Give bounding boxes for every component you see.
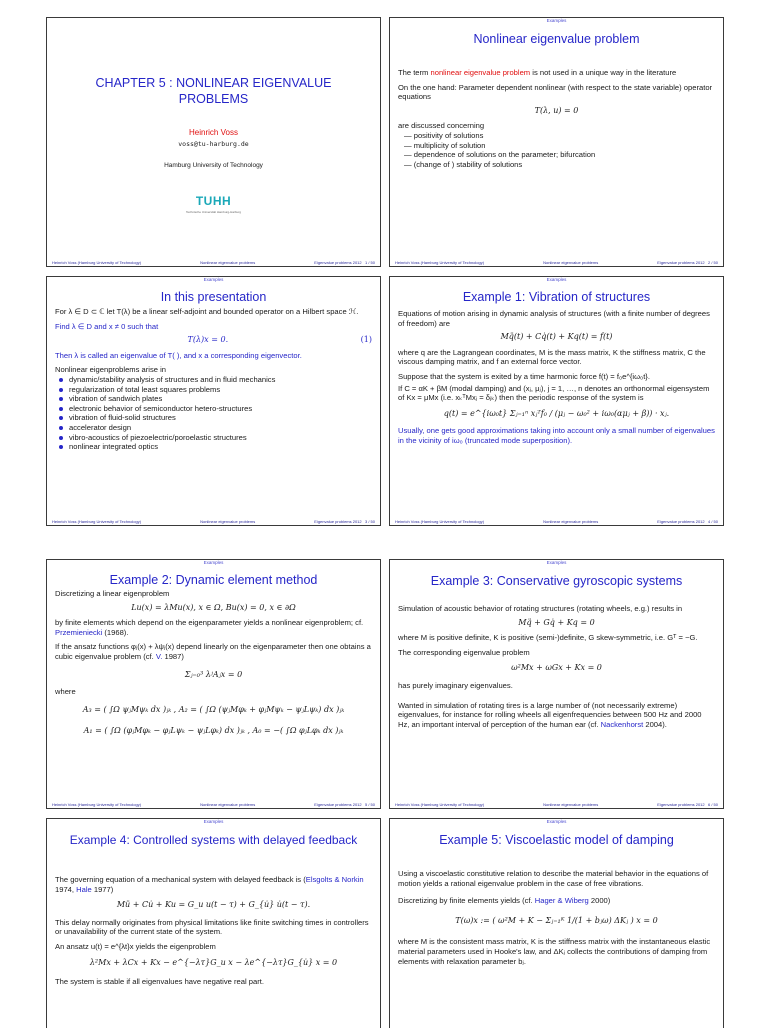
bullet-list: [57, 375, 372, 452]
equation: Mq̈(t) + Cq̇(t) + Kq(t) = f(t): [500, 332, 613, 342]
paragraph: Discretizing by finite elements yields (cf. Hager & Wiberg 2000): [398, 896, 611, 906]
paragraph: where q are the Lagrangean coordinates, M is the mass matrix, K the stiffness matrix, C the viscous damping matrix, and f an external force vector.: [398, 347, 706, 367]
paragraph: An ansatz u(t) = e^{λt}x yields the eigenproblem: [55, 941, 216, 951]
equation: Σⱼ₌₀³ λʲAⱼx = 0: [184, 669, 243, 679]
list-item: electronic behavior of semiconductor hetero-structures: [57, 404, 372, 414]
slide-body: [55, 307, 372, 452]
section-tag: Examples: [203, 560, 224, 565]
paragraph: If the ansatz functions φⱼ(x) + λψⱼ(x) depend linearly on the eigenparameter then one obtains a cubic eigenvalue problem (cf. V. 1987): [55, 642, 371, 661]
list-item: — (change of ) stability of solutions: [398, 160, 715, 170]
equation: A₁ = ( ∫Ω (φⱼMφₖ − φⱼLψₖ − ψⱼLφₖ) dx )ⱼₖ , A₀ = −( ∫Ω φⱼLφₖ dx )ⱼₖ: [83, 726, 344, 736]
tuhh-logo-subtitle: Technische Universität Hamburg-Harburg: [185, 210, 242, 214]
slide-body: [55, 589, 372, 739]
slide-title: Example 3: Conservative gyroscopic systems: [430, 574, 683, 588]
paragraph: The corresponding eigenvalue problem: [398, 647, 530, 657]
equation: T(λ)x = 0. (1): [187, 335, 372, 345]
paragraph: Suppose that the system is exited by a time harmonic force f(t) = f₀e^{iω₀t}.: [398, 371, 650, 381]
list-item: vibration of sandwich plates: [57, 394, 372, 404]
paragraph: The system is stable if all eigenvalues have negative real part.: [55, 977, 264, 987]
list-item: regularization of total least squares problems: [57, 385, 372, 395]
equation: ω²Mx + ωGx + Kx = 0: [511, 663, 602, 673]
paragraph: where: [55, 687, 76, 697]
slide-body: [398, 604, 715, 734]
paragraph: Equations of motion arising in dynamic analysis of structures (with a finite number of degrees of freedom) are: [398, 309, 710, 328]
slide-example-3: [389, 559, 724, 809]
paragraph: This delay normally originates from physical limitations like finite switching times in controllers or unavailability of the current state of the system.: [55, 917, 369, 937]
equation: Mü + Cu̇ + Ku = G_u u(t − τ) + G_{u̇} u̇(t − τ).: [116, 900, 311, 910]
list-item: — dependence of solutions on the parameter; bifurcation: [398, 150, 715, 160]
author-email: voss@tu-harburg.de: [178, 140, 249, 148]
slide-in-this-presentation: [46, 276, 381, 526]
list-item: — multiplicity of solution: [398, 141, 715, 151]
equation: Mq̈ + Gq̇ + Kq = 0: [518, 617, 595, 627]
slide-footer: Heinrich Voss (Hamburg University of Technology) Nonlinear eigenvalue problems Eigenvalue problems 2012 2 / 50: [395, 260, 718, 265]
footer-course-page: Eigenvalue problems 2012 1 / 50: [314, 260, 375, 265]
slide-footer: Heinrich Voss (Hamburg University of Technology) Nonlinear eigenvalue problems Eigenvalue problems 2012 4 / 50: [395, 519, 718, 524]
list-item: dynamic/stability analysis of structures and in fluid mechanics: [57, 375, 372, 385]
slide-title: Example 2: Dynamic element method: [109, 573, 318, 587]
equation: q(t) = e^{iω₀t} Σⱼ₌₁ⁿ xⱼᵀf₀ / (μⱼ − ω₀² + iω₀(αμⱼ + β)) · xⱼ.: [443, 408, 670, 418]
list-item: accelerator design: [57, 423, 372, 433]
list-item: vibro-acoustics of piezoelectric/poroelastic structures: [57, 433, 372, 443]
paragraph: by finite elements which depend on the eigenparameter yields a nonlinear eigenproblem; cf. Przemieniecki (1968).: [55, 618, 364, 637]
slide-example-4: [46, 818, 381, 1028]
institution: Hamburg University of Technology: [164, 162, 263, 169]
slide-footer: [47, 259, 380, 266]
paragraph: Simulation of acoustic behavior of rotating structures (rotating wheels, e.g.) results in: [398, 604, 683, 613]
dash-list: [398, 131, 715, 169]
paragraph: Usually, one gets good approximations taking into account only a small number of eigenvalues in the vicinity of iω₀ (truncated mode superposition).: [398, 426, 715, 445]
section-tag: Examples: [203, 277, 224, 282]
paragraph: where M is positive definite, K is positive (semi-)definite, G skew-symmetric, i.e. Gᵀ = −G.: [398, 633, 698, 643]
section-tag: Examples: [203, 819, 224, 824]
slide-body: [398, 68, 715, 169]
slide-title: Example 1: Vibration of structures: [462, 290, 651, 304]
paragraph: are discussed concerning: [398, 121, 485, 131]
section-tag: Examples: [546, 277, 567, 282]
paragraph: The term nonlinear eigenvalue problem is not used in a unique way in the literature: [398, 68, 677, 77]
slide-footer: Heinrich Voss (Hamburg University of Technology) Nonlinear eigenvalue problems Eigenvalue problems 2012 5 / 50: [52, 802, 375, 807]
slide-title-page: [46, 17, 381, 267]
paragraph: where M is the consistent mass matrix, K is the stiffness matrix with the instantaneous elastic material parameters used in Hooke's law, and ΔKⱼ collects the contributions of damping from elements with relaxation parameter bⱼ.: [398, 937, 711, 966]
paragraph: If C = αK + βM (modal damping) and (xⱼ, μⱼ), j = 1, …, n denotes an orthonormal eigensystem of Kx = μMx (i.e. xₖᵀMxⱼ = δⱼₖ) then the periodic response of the system is: [398, 383, 710, 403]
slide-title: Nonlinear eigenvalue problem: [473, 32, 640, 46]
equation: λ²Mx + λCx + Kx − e^{−λτ}G_u x − λe^{−λτ}G_{u̇} x = 0: [89, 957, 338, 967]
slide-title: In this presentation: [160, 290, 267, 304]
slide-nonlinear-eigenvalue-problem: [389, 17, 724, 267]
paragraph: Discretizing a linear eigenproblem: [55, 589, 170, 598]
slide-body: [398, 309, 715, 451]
paragraph: Wanted in simulation of rotating tires is a large number of (not necessarily extreme) eigenvalues, for instance for rolling wheels all eigenfrequencies between 500 Hz and 2000 Hz, an important interval of perception of the human ear (cf. Nackenhorst 2004).: [398, 700, 702, 729]
paragraph: The governing equation of a mechanical system with delayed feedback is (Elsgolts & Norkin 1974, Hale 1977): [55, 875, 364, 894]
equation: T(ω)x := ( ω²M + K − Σⱼ₌₁ᴷ 1/(1 + bⱼω) ΔKⱼ ) x = 0: [455, 915, 658, 925]
slide-title: Example 5: Viscoelastic model of damping: [439, 833, 674, 847]
author-name: Heinrich Voss: [189, 128, 238, 137]
section-tag: Examples: [546, 560, 567, 565]
slide-body: [398, 869, 715, 971]
section-tag: Examples: [546, 18, 567, 23]
slide-footer: Heinrich Voss (Hamburg University of Technology) Nonlinear eigenvalue problems Eigenvalue problems 2012 6 / 50: [395, 802, 718, 807]
slide-example-2: [46, 559, 381, 809]
paragraph: has purely imaginary eigenvalues.: [398, 680, 513, 690]
footer-topic: Nonlinear eigenvalue problems: [200, 260, 256, 265]
slide-body: [55, 875, 372, 992]
equation: T(λ, u) = 0: [534, 105, 579, 115]
paragraph: For λ ∈ D ⊂ ℂ let T(λ) be a linear self-adjoint and bounded operator on a Hilbert space ℋ.: [55, 307, 359, 316]
chapter-title: CHAPTER 5 : NONLINEAR EIGENVALUE PROBLEMS: [95, 76, 332, 106]
paragraph: On the one hand: Parameter dependent nonlinear (with respect to the state variable) operator equations: [398, 82, 713, 102]
equation: Lu(x) = λMu(x), x ∈ Ω, Bu(x) = 0, x ∈ ∂Ω: [131, 602, 296, 612]
paragraph: Find λ ∈ D and x ≠ 0 such that: [55, 321, 159, 331]
paragraph: Nonlinear eigenproblems arise in: [55, 365, 167, 375]
paragraph: Then λ is called an eigenvalue of T( ), and x a corresponding eigenvector.: [55, 350, 302, 360]
list-item: — positivity of solutions: [398, 131, 715, 141]
list-item: vibration of fluid-solid structures: [57, 413, 372, 423]
slide-title: Example 4: Controlled systems with delayed feedback: [69, 833, 358, 847]
slide-example-1: [389, 276, 724, 526]
equation: A₃ = ( ∫Ω ψⱼMψₖ dx )ⱼₖ , A₂ = ( ∫Ω (ψⱼMφₖ + φⱼMψₖ − ψⱼLψₖ) dx )ⱼₖ: [82, 704, 345, 714]
list-item: nonlinear integrated optics: [57, 442, 372, 452]
tuhh-logo: TUHH: [195, 194, 232, 208]
slide-footer: Heinrich Voss (Hamburg University of Technology) Nonlinear eigenvalue problems Eigenvalue problems 2012 3 / 50: [52, 519, 375, 524]
slide-example-5: [389, 818, 724, 1028]
paragraph: Using a viscoelastic constitutive relation to describe the material behavior in the equations of motion yields a rational eigenvalue problem in the case of free vibrations.: [398, 869, 709, 888]
footer-author: Heinrich Voss (Hamburg University of Technology): [52, 260, 142, 265]
section-tag: Examples: [546, 819, 567, 824]
